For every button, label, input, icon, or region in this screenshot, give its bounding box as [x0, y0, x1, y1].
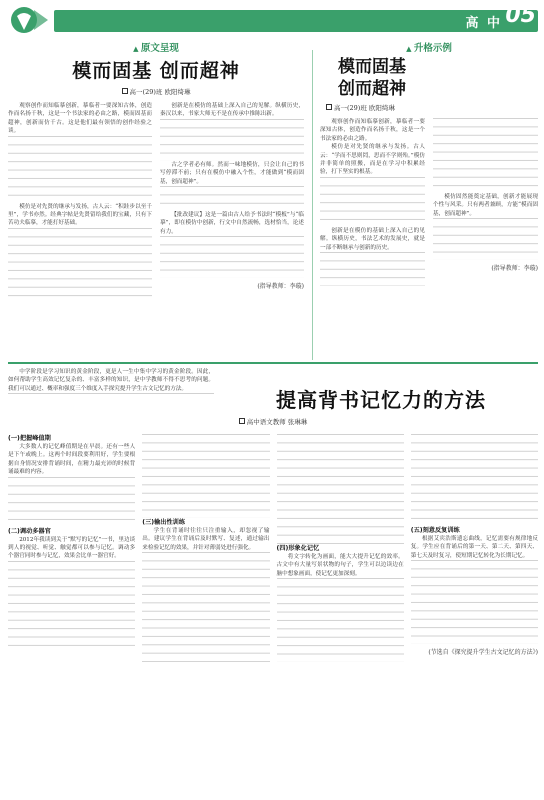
paragraph: 古之学者必有师。然而一味地模仿，只会让自己的书写停滞不前；只有在模仿中融入个性，才能做到“模而固基，创而超神”。: [160, 161, 304, 185]
section-heading: (一)把握峰值期: [8, 435, 51, 442]
byline-text: 高一(29)班 欧阳绮琳: [334, 104, 395, 112]
section-text: 根据艾宾浩斯遗忘曲线，记忆需要有规律地反复。学生应在背诵后的第一天、第二天、第四天、第七天及时复习，使短期记忆转化为长期记忆。: [410, 536, 538, 559]
byline-text: 高一(29)班 欧阳绮琳: [129, 88, 191, 96]
text-block: [8, 477, 135, 527]
byline-text: 高中语文教师 张琳琳: [246, 418, 308, 426]
article-column-2: [160, 102, 304, 303]
masthead: [0, 0, 544, 40]
article-column-1: [8, 102, 152, 303]
section-heading: (三)输出性训练: [142, 519, 186, 526]
section-heading: (四)形象化记忆: [276, 545, 320, 552]
square-icon: [122, 88, 128, 94]
article-columns: [8, 434, 538, 662]
text-block: [160, 236, 304, 278]
section-heading: (五)刻意反复训练: [410, 527, 460, 534]
section-heading: (二)调动多器官: [8, 527, 51, 535]
section-text: 将文字转化为画面，能大大提升记忆的效率。古文中有大量写景状物的句子，学生可以边读边在脑中想象画面，使记忆更加深刻。: [276, 554, 404, 577]
text-block: [160, 119, 304, 161]
editor-credit: (指导教师：李璇): [257, 283, 304, 291]
text-block: [8, 561, 135, 653]
paragraph: 创新是在模仿的基础上深入自己的见解。纵横历史，秦汉以来，书家大师无不是在传承中推陈出新。: [160, 103, 304, 118]
article-title: 模而固基 创而超神: [72, 60, 240, 82]
paragraph: 观察创作而知临摹创新，摹临者一要深知古体，创造作而名扬千秋，这是一个书法家的必由之路，模而固基而超神，创新而仿千古。这是他们最有领悟的创作经验之谈。: [8, 103, 152, 135]
section-text: 2012年我读到关于“默写的记忆”一书，里边谈到人的视觉、听觉、触觉都可以参与记忆。调动多个器官同时参与记忆，效果会比单一器官好。: [8, 536, 136, 560]
text-block: [160, 186, 304, 211]
byline: [326, 103, 538, 112]
paragraph: 模仿是对先贤的继承与发扬。古人云：“学而不思则罔，思而不学则殆。”模仿并非简单的照搬，而是在学习中积累经验，打下坚实的根基。: [320, 144, 425, 176]
source-credit: (节选自《探究提升学生古文记忆的方法》): [428, 649, 538, 657]
byline: [8, 87, 304, 96]
text-block: [433, 218, 538, 260]
text-block: [433, 118, 538, 193]
page-number: 05: [505, 3, 536, 28]
column-header-original: ▲ 原文呈现: [8, 40, 304, 54]
paragraph: 创新是在模仿的基础上深入自己的见解。纵横历史，书法艺术的发展史，就是一部不断继承与创新的历史。: [320, 227, 425, 251]
paragraph: 模仿是对先贤的继承与发扬，古人云：“积跬步以至千里”，学书亦然。经典字帖是先贤留给我们的宝藏，只有下苦功夫临摹，才能打好基础。: [8, 203, 152, 227]
intro-paragraph: 中学阶段是学习知识的黄金阶段，更是人一生中集中学习的黄金阶段。因此，如何帮助学生高效记忆复杂的、丰富多样的知识，是中学教师不得不思考的问题。我们可以通过、概率和强度三个维度入手探究提升学生古文记忆的方法。: [8, 369, 214, 392]
editor-credit: (指导教师：李璇): [491, 265, 538, 273]
section-label: 高 中: [465, 16, 502, 31]
article-column-2: [142, 434, 269, 662]
section-text: 学生在背诵时往往只注重输入，却忽视了输出。建议学生在背诵后及时默写、复述，通过输出来检验记忆的效果，并针对薄弱处进行强化。: [142, 528, 270, 551]
newspaper-logo-icon: [8, 4, 52, 36]
article-column-1: [8, 434, 135, 662]
upgraded-essay: [320, 56, 538, 352]
review-note: 【批改建议】这是一篇由古人给予书法时“模板”与“临摹”，即在模仿中创新，行文中自然流畅，选材恰当，论述有力。: [160, 212, 304, 235]
paragraph: 观察创作而知临摹创新，摹临者一要深知古体，创造作而名扬千秋，这是一个书法家的必由之路。: [320, 119, 425, 142]
section-divider: [8, 362, 538, 364]
column-divider: [312, 50, 313, 360]
text-block: [320, 252, 425, 286]
bottom-article: [8, 368, 538, 796]
text-block: [142, 552, 269, 662]
column-header-upgraded: ▲ 升格示例: [320, 40, 538, 54]
article-column-4: [411, 434, 538, 662]
section-text: 大多数人的记忆峰值期是在早晨。还有一些人是下午或晚上。这两个时间段要利用好，学生要根据自身情况安排背诵时间，在精力最充沛的时候背诵最难的内容。: [8, 444, 136, 476]
text-block: [411, 434, 538, 526]
article-title-line-1: 模而固基: [338, 57, 406, 77]
text-block: [8, 136, 152, 203]
original-essay: [8, 56, 304, 303]
text-block: [8, 393, 214, 401]
text-block: [320, 177, 425, 227]
article-title-line-2: 创而超神: [338, 79, 406, 99]
article-title: 提高背书记忆力的方法: [276, 388, 486, 412]
article-columns: [320, 118, 538, 286]
text-block: [411, 560, 538, 644]
article-column-2: [433, 118, 538, 286]
article-columns: [8, 102, 304, 303]
article-column-3: [277, 434, 404, 662]
text-block: [277, 578, 404, 662]
article-column-1: [320, 118, 425, 286]
byline: [8, 417, 538, 426]
paragraph: 模仿固然能奠定基础，创新才能展现个性与风采。只有两者兼顾，方能“模而固基，创而超神”。: [433, 194, 538, 217]
square-icon: [239, 418, 245, 424]
text-block: [8, 228, 152, 303]
text-block: [277, 434, 404, 544]
square-icon: [326, 104, 332, 110]
text-block: [142, 434, 269, 518]
article-intro: [8, 368, 214, 401]
